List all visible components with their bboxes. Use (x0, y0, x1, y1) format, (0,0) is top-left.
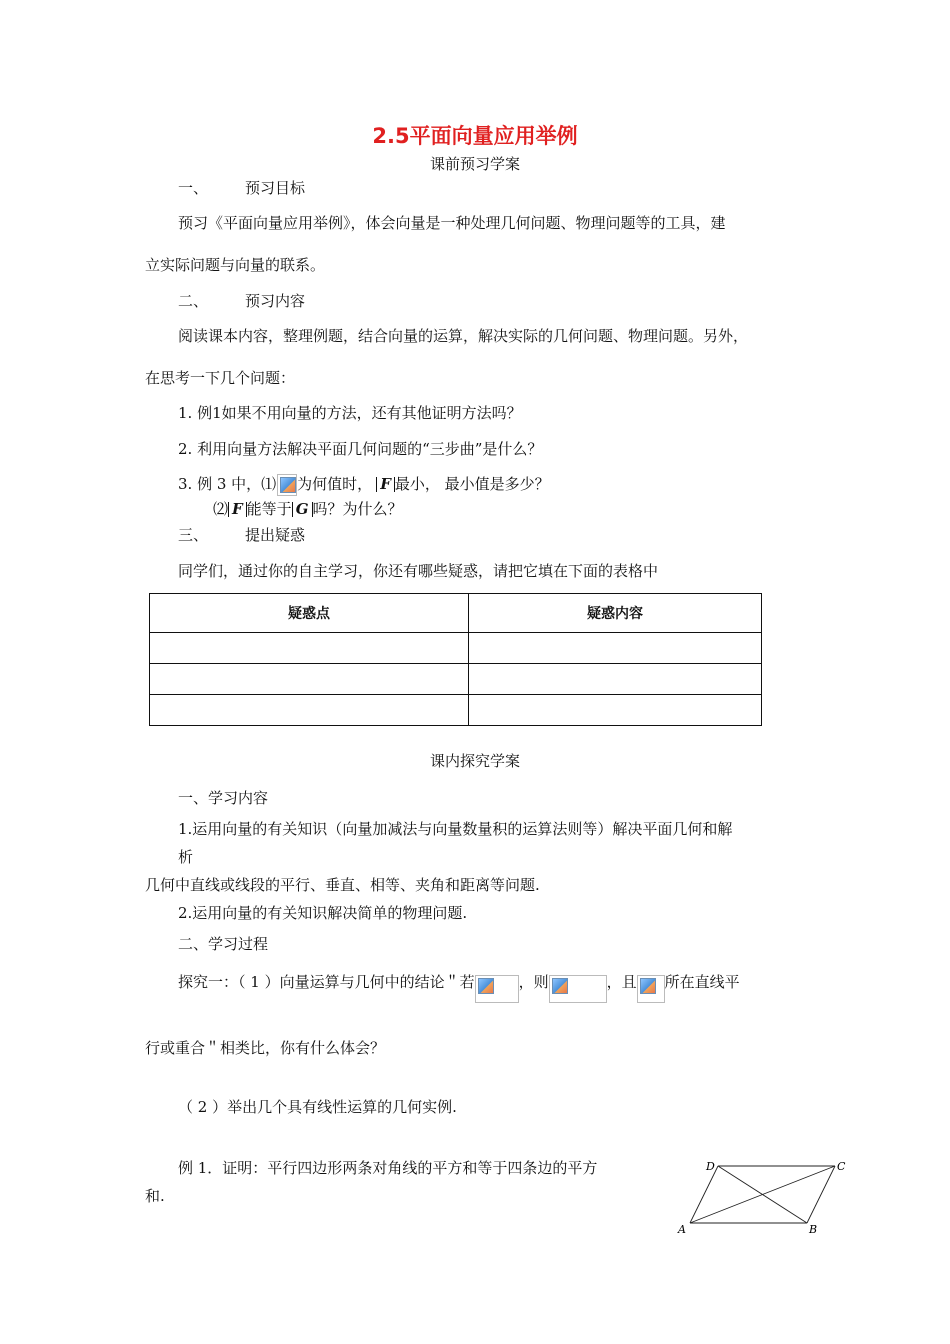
question-3 (178, 474, 550, 496)
document-title: 2.5平面向量应用举例 (372, 124, 578, 148)
question-3-part: 能等于 (246, 500, 292, 518)
formula-image-icon (277, 474, 297, 496)
section-2-number: 二、 (178, 292, 209, 310)
section-1-heading: 预习目标 (245, 179, 306, 197)
table-row (150, 695, 762, 726)
section-title-inclass: 课内探究学案 (429, 752, 520, 770)
force-magnitude: F (376, 477, 395, 492)
question-3-part: 为何值时， (297, 475, 373, 493)
table-cell[interactable] (150, 633, 469, 664)
formula-image-icon (549, 975, 607, 1003)
question-3-part: 3. 例 3 中，⑴ (178, 475, 277, 493)
table-cell[interactable] (469, 664, 762, 695)
content-line: 2.运用向量的有关知识解决简单的物理问题. (178, 904, 468, 922)
side-da (690, 1166, 718, 1223)
question-3-part: ⑵ (213, 500, 229, 518)
section-2-heading: 预习内容 (245, 292, 306, 310)
table-cell[interactable] (469, 695, 762, 726)
side-bc (807, 1166, 835, 1223)
paragraph-line: 在思考一下几个问题： (145, 369, 296, 387)
paragraph-line: 预习《平面向量应用举例》，体会向量是一种处理几何问题、物理问题等的工具，建 (178, 214, 726, 232)
vertex-label-c: C (837, 1160, 846, 1173)
table-cell[interactable] (469, 633, 762, 664)
content-line: 析 (178, 848, 194, 866)
formula-image-icon (475, 975, 519, 1003)
inclass-heading-1: 一、学习内容 (178, 789, 269, 807)
question-3-part: 最小， 最小值是多少？ (394, 475, 550, 493)
table-header-cell: 疑惑点 (150, 594, 469, 633)
vertex-label-b: B (809, 1223, 818, 1236)
explore-2: （ 2 ）举出几个具有线性运算的几何实例. (178, 1098, 457, 1116)
inclass-heading-2: 二、学习过程 (178, 935, 269, 953)
explore-1-text: 探究一：（ 1 ）向量运算与几何中的结论＂若 (178, 973, 475, 991)
question-3-part: 吗？为什么？ (312, 500, 403, 518)
vertex-label-d: D (706, 1160, 715, 1173)
explore-1-text: ，且 (606, 973, 637, 991)
question-3-sub (213, 500, 403, 518)
section-1-number: 一、 (178, 179, 209, 197)
explore-1-line (178, 973, 740, 1003)
paragraph-line: 立实际问题与向量的联系。 (145, 256, 326, 274)
paragraph-line: 同学们，通过你的自主学习，你还有哪些疑惑，请把它填在下面的表格中 (178, 562, 659, 580)
doubt-table (149, 593, 762, 726)
table-cell[interactable] (150, 695, 469, 726)
table-header-cell: 疑惑内容 (469, 594, 762, 633)
explore-1-text: 所在直线平 (664, 973, 740, 991)
table-cell[interactable] (150, 664, 469, 695)
example-1-line: 和. (145, 1187, 165, 1205)
content-line: 1.运用向量的有关知识（向量加减法与向量数量积的运算法则等）解决平面几何和解 (178, 820, 733, 838)
paragraph-line: 阅读课本内容，整理例题，结合向量的运算，解决实际的几何问题、物理问题。另外， (178, 327, 749, 345)
parallelogram-figure (675, 1155, 855, 1240)
section-3-number: 三、 (178, 526, 209, 544)
section-title-preview: 课前预习学案 (429, 155, 520, 173)
explore-1-text: ，则 (518, 973, 549, 991)
content-line: 几何中直线或线段的平行、垂直、相等、夹角和距离等问题. (145, 876, 540, 894)
vertex-label-a: A (678, 1223, 686, 1236)
section-3-heading: 提出疑惑 (245, 526, 306, 544)
gravity-magnitude: G (292, 502, 313, 517)
question-2: 2. 利用向量方法解决平面几何问题的“三步曲”是什么？ (178, 440, 543, 458)
example-1-line: 例 1．证明：平行四边形两条对角线的平方和等于四条边的平方 (178, 1159, 598, 1177)
force-magnitude: F (228, 502, 247, 517)
explore-1-continued: 行或重合＂相类比，你有什么体会？ (145, 1039, 386, 1057)
diagonal-bd (718, 1166, 807, 1223)
table-row (150, 664, 762, 695)
table-row (150, 633, 762, 664)
question-1: 1. 例1如果不用向量的方法，还有其他证明方法吗？ (178, 404, 522, 422)
formula-image-icon (637, 975, 665, 1003)
